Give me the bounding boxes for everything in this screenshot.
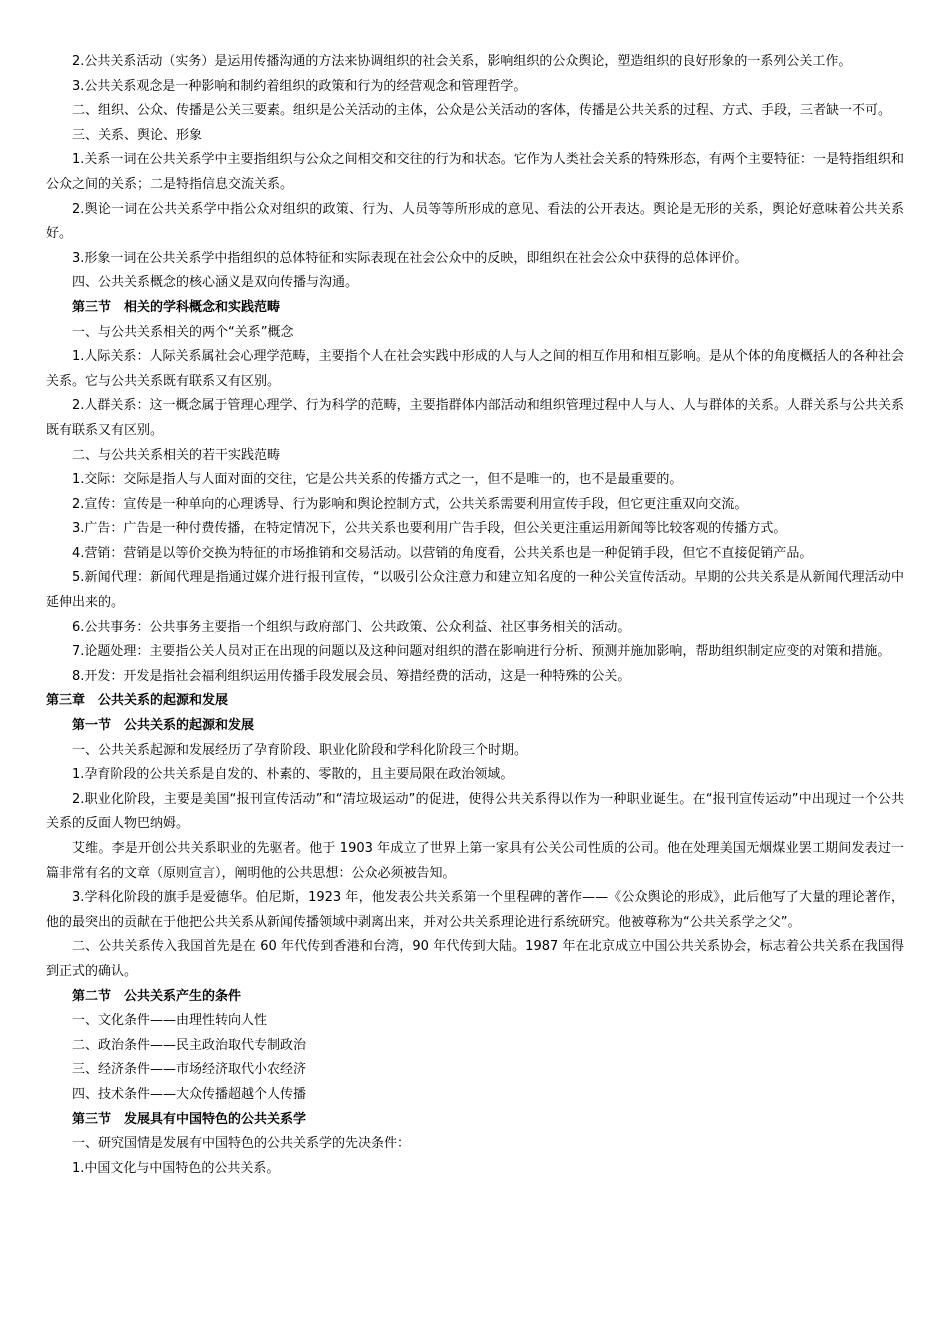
paragraph: 一、文化条件——由理性转向人性 [72,1013,268,1029]
paragraph: 1.交际：交际是指人与人面对面的交往，它是公共关系的传播方式之一，但不是唯一的，也不是最重要的。 [72,472,683,488]
paragraph: 4.营销：营销是以等价交换为特征的市场推销和交易活动。以营销的角度看，公共关系也是一种促销手段，但它不直接促销产品。 [72,545,813,561]
paragraph: 3.学科化阶段的旗手是爱德华。伯尼斯，1923 年，他发表公共关系第一个里程碑的著作——《公众舆论的形成》，此后他写了大量的理论著作，他的最突出的贡献在于他把公共关系从新闻传播领域中剥离出来，并对公共关系理论进行系统研究。他被尊称为“公共关系学之父”。 [46,890,904,930]
section-heading: 第一节 公共关系的起源和发展 [72,718,255,734]
paragraph: 二、政治条件——民主政治取代专制政治 [72,1037,307,1053]
paragraph: 一、与公共关系相关的两个“关系”概念 [72,324,294,340]
paragraph: 二、组织、公众、传播是公关三要素。组织是公关活动的主体，公众是公关活动的客体，传播是公共关系的过程、方式、手段，三者缺一不可。 [72,103,892,119]
paragraph: 1.孕育阶段的公共关系是自发的、朴素的、零散的，且主要局限在政治领域。 [72,767,514,783]
paragraph: 1.中国文化与中国特色的公共关系。 [72,1160,280,1176]
paragraph: 2.舆论一词在公共关系学中指公众对组织的政策、行为、人员等等所形成的意见、看法的公开表达。舆论是无形的关系，舆论好意味着公共关系好。 [46,201,904,242]
paragraph: 二、公共关系传入我国首先是在 60 年代传到香港和台湾，90 年代传到大陆。1987 年在北京成立中国公共关系协会，标志着公共关系在我国得到正式的确认。 [46,939,904,979]
section-heading: 第三节 相关的学科概念和实践范畴 [72,299,281,315]
paragraph: 1.人际关系：人际关系属社会心理学范畴，主要指个人在社会实践中形成的人与人之间的相互作用和相互影响。是从个体的角度概括人的各种社会关系。它与公共关系既有联系又有区别。 [46,349,904,389]
paragraph: 2.公共关系活动（实务）是运用传播沟通的方法来协调组织的社会关系，影响组织的公众舆论，塑造组织的良好形象的一系列公关工作。 [72,54,852,69]
paragraph: 三、关系、舆论、形象 [72,127,203,143]
paragraph: 一、公共关系起源和发展经历了孕育阶段、职业化阶段和学科化阶段三个时期。 [72,742,528,758]
paragraph: 5.新闻代理：新闻代理是指通过媒介进行报刊宣传，“以吸引公众注意力和建立知名度的一种公关宣传活动。早期的公共关系是从新闻代理活动中延伸出来的。 [46,570,904,611]
paragraph: 二、与公共关系相关的若干实践范畴 [72,447,281,463]
section-heading: 第三节 发展具有中国特色的公共关系学 [72,1111,307,1127]
paragraph: 2.人群关系：这一概念属于管理心理学、行为科学的范畴，主要指群体内部活动和组织管理过程中人与人、人与群体的关系。人群关系与公共关系既有联系又有区别。 [46,398,904,438]
paragraph: 3.形象一词在公共关系学中指组织的总体特征和实际表现在社会公众中的反映，即组织在社会公众中获得的总体评价。 [72,250,748,266]
paragraph: 四、公共关系概念的核心涵义是双向传播与沟通。 [72,275,359,291]
paragraph: 6.公共事务：公共事务主要指一个组织与政府部门、公共政策、公众利益、社区事务相关的活动。 [72,619,631,635]
paragraph: 2.宣传：宣传是一种单向的心理诱导、行为影响和舆论控制方式，公共关系需要利用宣传手段，但它更注重双向交流。 [72,496,748,512]
section-heading: 第二节 公共关系产生的条件 [72,988,242,1004]
paragraph: 三、经济条件——市场经济取代小农经济 [72,1062,307,1078]
paragraph: 1.关系一词在公共关系学中主要指组织与公众之间相交和交往的行为和状态。它作为人类社会关系的特殊形态，有两个主要特征：一是特指组织和公众之间的关系；二是特指信息交流关系。 [46,152,904,192]
section-heading: 第三章 公共关系的起源和发展 [46,693,229,709]
paragraph: 8.开发：开发是指社会福利组织运用传播手段发展会员、筹措经费的活动，这是一种特殊的公关。 [72,668,631,684]
paragraph: 7.论题处理：主要指公关人员对正在出现的问题以及这种问题对组织的潜在影响进行分析、预测并施加影响，帮助组织制定应变的对策和措施。 [72,644,891,660]
document-body [46,50,904,1181]
paragraph: 艾维。李是开创公共关系职业的先驱者。他于 1903 年成立了世界上第一家具有公关公司性质的公司。他在处理美国无烟煤业罢工期间发表过一篇非常有名的文章（原则宣言），阐明他的公共思想：公众必须被告知。 [46,841,904,881]
paragraph: 3.公共关系观念是一种影响和制约着组织的政策和行为的经营观念和管理哲学。 [72,78,527,94]
paragraph: 2.职业化阶段，主要是美国“报刊宣传活动”和“清垃圾运动”的促进，使得公共关系得以作为一种职业诞生。在“报刊宣传运动”中出现过一个公共关系的反面人物巴纳姆。 [46,791,904,832]
paragraph: 3.广告：广告是一种付费传播，在特定情况下，公共关系也要利用广告手段，但公关更注重运用新闻等比较客观的传播方式。 [72,521,787,537]
paragraph: 一、研究国情是发展有中国特色的公共关系学的先决条件： [72,1136,411,1152]
paragraph: 四、技术条件——大众传播超越个人传播 [72,1086,307,1102]
